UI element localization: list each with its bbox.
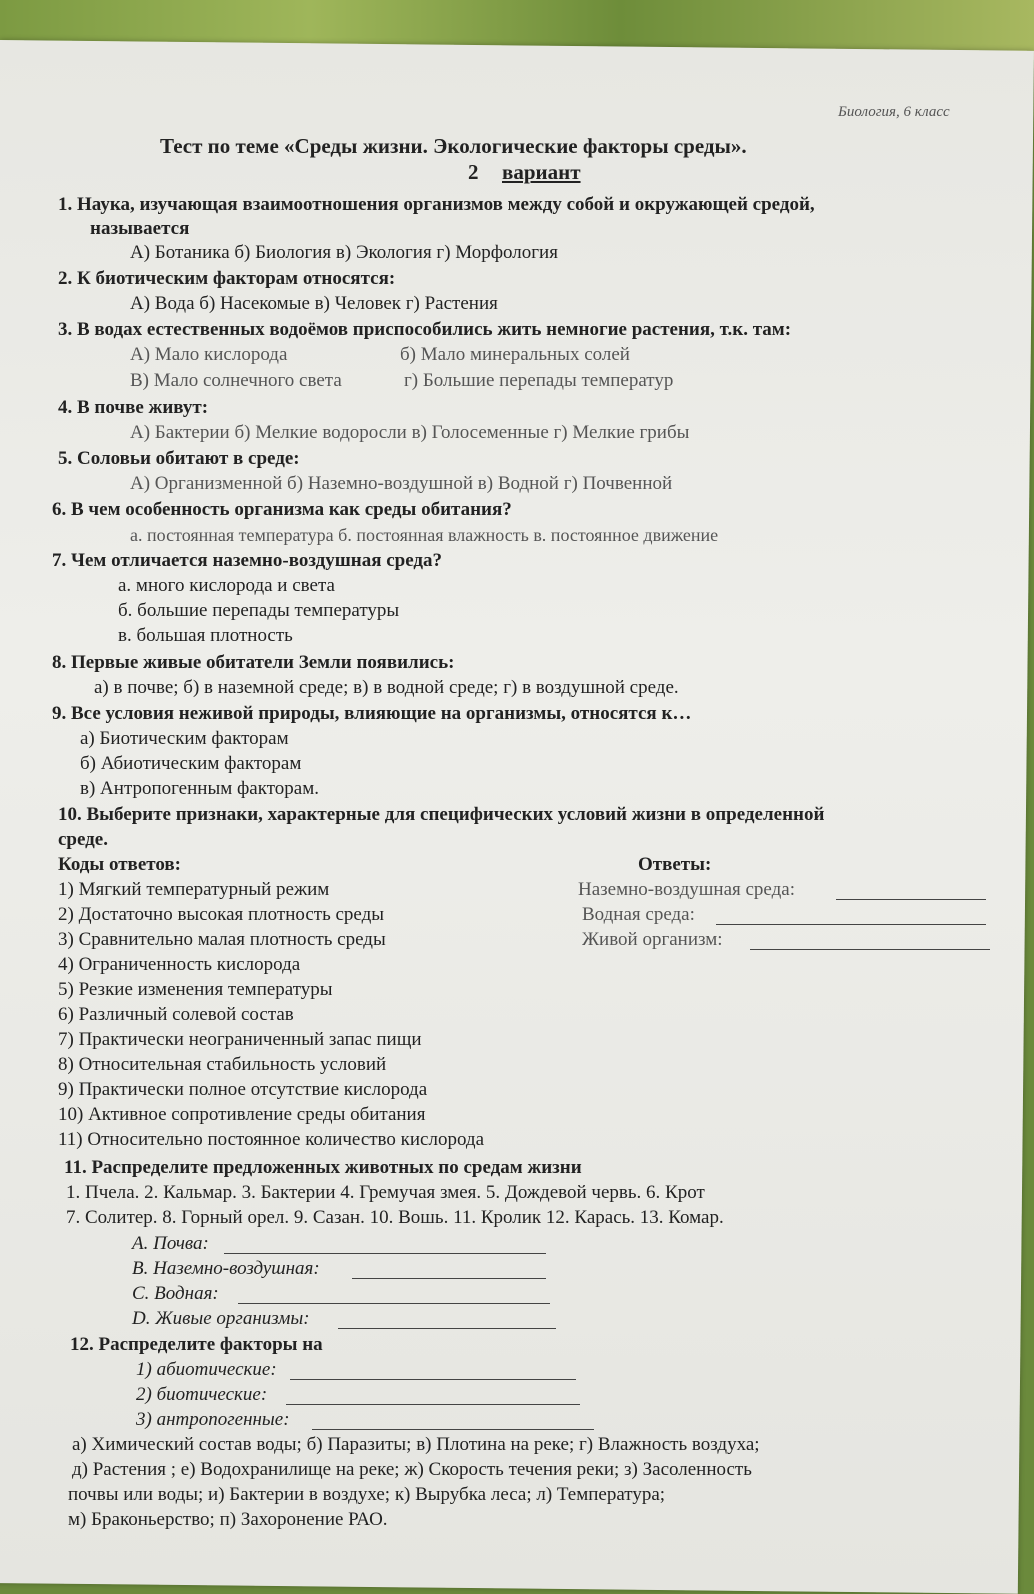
code-item: 5) Резкие изменения температуры [58, 979, 333, 1000]
code-item: 6) Различный солевой состав [58, 1004, 294, 1025]
code-item: 1) Мягкий температурный режим [58, 879, 330, 900]
answer-blank-water[interactable] [716, 924, 986, 925]
question-3-option-c: В) Мало солнечного света [130, 370, 342, 391]
question-1: 1. Наука, изучающая взаимоотношения организмов между собой и окружающей средой, [58, 194, 815, 215]
question-5-options: А) Организменной б) Наземно-воздушной в) Водной г) Почвенной [130, 473, 673, 494]
factors-line-3: почвы или воды; и) Бактерии в воздухе; к) Вырубка леса; л) Температура; [68, 1484, 666, 1505]
factors-line-2: д) Растения ; е) Водохранилище на реке; ж) Скорость течения реки; з) Засоленность [72, 1459, 752, 1480]
question-6-options: а. постоянная температура б. постоянная влажность в. постоянное движение [130, 525, 719, 545]
answers-title: Ответы: [638, 854, 712, 875]
question-3: 3. В водах естественных водоёмов приспособились жить немногие растения, т.к. там: [58, 319, 792, 340]
question-11: 11. Распределите предложенных животных по средам жизни [64, 1157, 582, 1178]
factor-cat-abiotic: 1) абиотические: [136, 1359, 277, 1380]
env-blank-water[interactable] [238, 1303, 550, 1304]
question-8-options: а) в почве; б) в наземной среде; в) в водной среде; г) в воздушной среде. [94, 677, 679, 698]
env-label-soil: А. Почва: [132, 1233, 209, 1254]
question-9-option-b: б) Абиотическим факторам [80, 753, 302, 774]
question-2-options: А) Вода б) Насекомые в) Человек г) Растения [130, 293, 498, 314]
question-9-option-c: в) Антропогенным факторам. [80, 778, 319, 799]
factor-blank-abiotic[interactable] [290, 1379, 576, 1380]
question-9: 9. Все условия неживой природы, влияющие на организмы, относятся к… [52, 703, 692, 724]
code-item: 11) Относительно постоянное количество кислорода [58, 1129, 485, 1150]
code-item: 9) Практически полное отсутствие кислорода [58, 1079, 428, 1100]
factor-blank-biotic[interactable] [286, 1404, 580, 1405]
question-9-option-a: а) Биотическим факторам [80, 728, 289, 749]
factors-line-1: а) Химический состав воды; б) Паразиты; в) Плотина на реке; г) Влажность воздуха; [72, 1434, 760, 1455]
question-2: 2. К биотическим факторам относятся: [58, 268, 396, 289]
env-label-water: С. Водная: [132, 1283, 219, 1304]
env-blank-soil[interactable] [224, 1253, 546, 1254]
variant-number: 2 [468, 160, 479, 184]
question-7-option-b: б. большие перепады температуры [118, 600, 400, 621]
question-3-option-b: б) Мало минеральных солей [400, 344, 630, 365]
question-1-cont: называется [90, 218, 190, 239]
code-item: 7) Практически неограниченный запас пищи [58, 1029, 422, 1050]
factor-cat-biotic: 2) биотические: [136, 1384, 268, 1405]
question-10: 10. Выберите признаки, характерные для специфических условий жизни в определенной [58, 804, 825, 825]
code-item: 10) Активное сопротивление среды обитания [58, 1104, 426, 1125]
answer-label-organism: Живой организм: [582, 929, 723, 950]
answer-blank-land-air[interactable] [836, 899, 986, 900]
question-10-cont: среде. [58, 829, 108, 850]
code-item: 3) Сравнительно малая плотность среды [58, 929, 386, 950]
code-item: 4) Ограниченность кислорода [58, 954, 301, 975]
question-4: 4. В почве живут: [58, 397, 209, 418]
animals-row-1: 1. Пчела. 2. Кальмар. 3. Бактерии 4. Гремучая змея. 5. Дождевой червь. 6. Крот [66, 1182, 705, 1203]
question-3-option-d: г) Большие перепады температур [404, 370, 674, 391]
code-item: 2) Достаточно высокая плотность среды [58, 904, 385, 925]
codes-title: Коды ответов: [58, 854, 181, 875]
question-5: 5. Соловьи обитают в среде: [58, 448, 300, 469]
env-blank-organisms[interactable] [338, 1328, 556, 1329]
env-blank-land-air[interactable] [352, 1278, 546, 1279]
question-7: 7. Чем отличается наземно-воздушная среда? [52, 550, 443, 571]
variant-label: вариант [502, 160, 581, 184]
answer-label-water: Водная среда: [582, 904, 695, 925]
question-12: 12. Распределите факторы на [70, 1334, 323, 1355]
env-label-land-air: В. Наземно-воздушная: [132, 1258, 320, 1279]
answer-label-land-air: Наземно-воздушная среда: [578, 879, 795, 900]
answer-blank-organism[interactable] [750, 949, 990, 950]
env-label-organisms: D. Живые организмы: [132, 1308, 310, 1329]
page-title: Тест по теме «Среды жизни. Экологические факторы среды». [160, 134, 747, 158]
question-1-options: А) Ботаника б) Биология в) Экология г) Морфология [130, 242, 558, 263]
question-3-option-a: А) Мало кислорода [130, 344, 288, 365]
question-7-option-a: а. много кислорода и света [118, 575, 335, 596]
factor-cat-anthropogenic: 3) антропогенные: [136, 1409, 290, 1430]
subject-label: Биология, 6 класс [838, 104, 950, 120]
factors-line-4: м) Браконьерство; п) Захоронение РАО. [68, 1509, 388, 1530]
question-7-option-c: в. большая плотность [118, 625, 293, 646]
question-4-options: А) Бактерии б) Мелкие водоросли в) Голосеменные г) Мелкие грибы [130, 422, 690, 443]
animals-row-2: 7. Солитер. 8. Горный орел. 9. Сазан. 10. Вошь. 11. Кролик 12. Карась. 13. Комар. [66, 1207, 724, 1228]
code-item: 8) Относительная стабильность условий [58, 1054, 387, 1075]
factor-blank-anthropogenic[interactable] [312, 1429, 594, 1430]
question-6: 6. В чем особенность организма как среды обитания? [52, 499, 512, 520]
question-8: 8. Первые живые обитатели Земли появились: [52, 652, 455, 673]
